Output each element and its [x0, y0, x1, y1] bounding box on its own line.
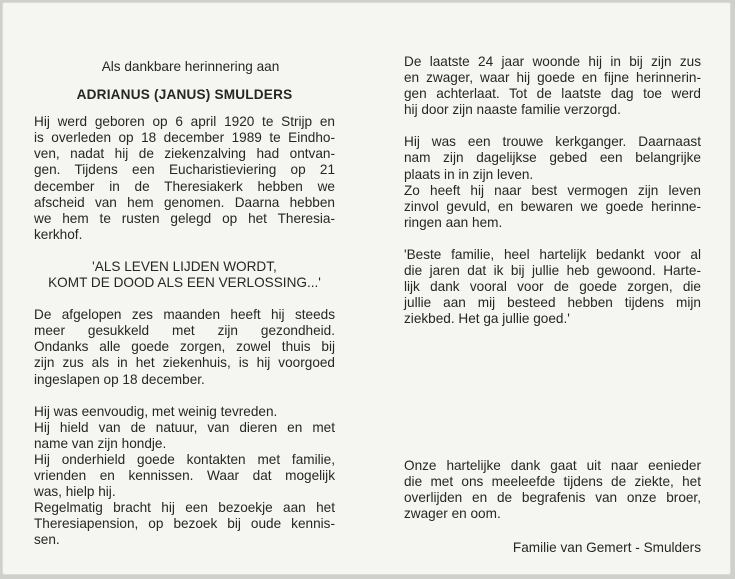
text-line: Zo heeft hij naar best vermogen zijn leven	[404, 182, 701, 198]
text-line: jullie aan mij besteed hebben tijdens mijn	[404, 295, 701, 311]
text-line: die met ons meeleefde tijdens de ziekte, het	[404, 474, 701, 490]
thanks-paragraph	[404, 458, 701, 522]
text-line: december in de Theresiakerk hebben we	[34, 178, 335, 194]
text-line: was, hielp hij.	[34, 484, 116, 500]
illness-paragraph	[34, 307, 335, 387]
intro-text: Als dankbare herinnering aan	[101, 59, 280, 74]
residence-paragraph	[404, 54, 701, 118]
text-line: ingeslapen op 18 december.	[34, 371, 205, 387]
text-line: is overleden op 18 december 1989 te Eindho-	[34, 130, 335, 146]
text-line: Ondanks alle goede zorgen, zowel thuis bij	[34, 339, 335, 355]
text-line: hij door zijn naaste familie verzorgd.	[404, 102, 621, 118]
text-line: overlijden en de begrafenis van onze broer,	[404, 490, 701, 506]
quote-line: KOMT DE DOOD ALS EEN VERLOSSING...'	[48, 275, 321, 291]
text-line: die jaren dat ik bij jullie heb gewoond. Harte-	[404, 263, 701, 279]
text-line: vrienden en kennissen. Waar dat mogelijk	[34, 467, 335, 483]
text-line: name van zijn hondje.	[34, 435, 167, 451]
text-line: Regelmatig bracht hij een bezoekje aan het	[34, 500, 335, 516]
text-line: en zwager, waar hij goede en fijne herinnerin-	[404, 70, 701, 86]
text-line: plaats in in zijn leven.	[404, 166, 534, 182]
text-line: lijk dank vooral voor de goede zorgen, die	[404, 279, 701, 295]
text-line: De afgelopen zes maanden heeft hij steeds	[34, 307, 335, 323]
farewell-quote-paragraph	[404, 247, 701, 327]
text-line: ziekbed. Het ga jullie goed.'	[404, 311, 570, 327]
text-line: gen achterlaat. Tot de laatste dag toe werd	[404, 86, 701, 102]
text-line: zinvol gevuld, en bewaren we goede herinne-	[404, 198, 701, 214]
quote	[34, 259, 335, 291]
birth-death-paragraph	[34, 114, 335, 243]
text-line: 'Beste familie, heel hartelijk bedankt voor al	[404, 246, 701, 262]
text-line: gen. Tijdens een Eucharistieviering op 21	[34, 162, 335, 178]
right-column	[404, 54, 701, 555]
text-line: Hij was een trouwe kerkganger. Daarnaast	[404, 134, 701, 150]
text-line: kerkhof.	[34, 226, 83, 242]
family-signature: Familie van Gemert - Smulders	[512, 540, 701, 555]
text-line: meer gesukkeld met zijn gezondheid.	[34, 323, 335, 339]
text-line: De laatste 24 jaar woonde hij in bij zijn zus	[404, 54, 701, 69]
text-line: Theresiapension, op bezoek bij oude kennis-	[34, 516, 335, 532]
left-column	[34, 59, 335, 548]
text-line: zijn zus als in het ziekenhuis, is hij voorgoed	[34, 355, 335, 371]
text-line: nam zijn dagelijkse gebed een belangrijke	[404, 150, 701, 166]
text-line: Onze hartelijke dank gaat uit naar eenieder	[404, 458, 701, 473]
deceased-name: ADRIANUS (JANUS) SMULDERS	[76, 87, 293, 103]
character-paragraph	[34, 404, 335, 549]
memorial-card	[2, 2, 731, 575]
text-line: zwager en oom.	[404, 506, 501, 522]
text-line: ringen aan hem.	[404, 214, 503, 230]
text-line: afscheid van hem genomen. Daarna hebben	[34, 194, 335, 210]
text-line: sen.	[34, 532, 60, 548]
text-line: we hem te rusten gelegd op het Theresia-	[34, 210, 335, 226]
text-line: ven, nadat hij de ziekenzalving had ontvan-	[34, 146, 335, 162]
quote-line: 'ALS LEVEN LIJDEN WORDT,	[92, 258, 277, 274]
text-line: Hij hield van de natuur, van dieren en met	[34, 419, 335, 435]
text-line: Hij was eenvoudig, met weinig tevreden.	[34, 403, 278, 419]
faith-paragraph	[404, 134, 701, 231]
text-line: Hij werd geboren op 6 april 1920 te Strijp en	[34, 114, 335, 130]
text-line: Hij onderhield goede kontakten met familie,	[34, 451, 335, 467]
